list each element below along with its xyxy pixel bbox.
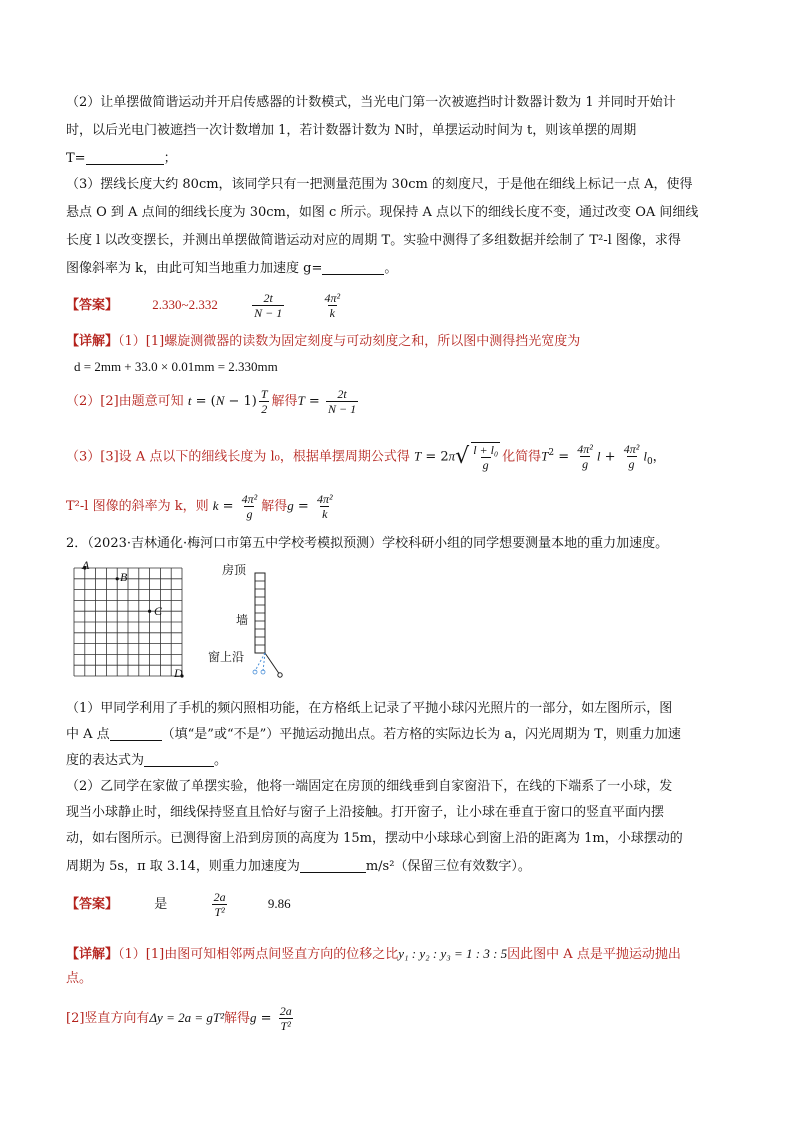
answer-3-fraction: $\frac{\text{4π²}}{k}$ [324,291,341,320]
q2-part1-line3: 度的表达式为 。 [66,753,228,768]
q2-part1-line1: （1）甲同学利用了手机的频闪照相功能，在方格纸上记录了平抛小球闪光照片的一部分，如左图所示，图 [66,701,673,716]
answer-blank-period[interactable] [86,150,164,165]
q1-part3-line3: 长度 l 以改变摆长，并测出单摆做简谐运动对应的周期 T。实验中测得了多组数据并绘制了 T²-l 图像，求得 [66,233,681,248]
q2-header: 2．（2023·吉林通化·梅河口市第五中学校考模拟预测）学校科研小组的同学想要测量本地的重力加速度。 [66,536,669,551]
q1-part3-line4: 图像斜率为 k，由此可知当地重力加速度 g= 。 [66,261,398,276]
grid-label-a: A [82,558,90,572]
q1-part2-line1: （2）让单摆做简谐运动并开启传感器的计数模式，当光电门第一次被遮挡时计数器计数为 1 并同时开始计 [66,95,676,110]
q2-part2-line3: 动，如右图所示。已测得窗上沿到房顶的高度为 15m，摆动中小球球心到窗上沿的距离为 1m，小球摆动的 [66,831,683,846]
figure-label-wall: 墙 [236,613,249,627]
q2-part2-line2: 现当小球静止时，细线保持竖直且恰好与窗子上沿接触。打开窗子，让小球在垂直于窗口的竖直平面内摆 [66,805,665,820]
figure-label-window: 窗上沿 [208,650,245,664]
detail-label: 【详解】 [66,334,119,349]
q2-part1-line2: 中 A 点 （填“是”或“不是”）平抛运动抛出点。若方格的实际边长为 a，闪光周期为 T，则重力加速 [66,727,681,742]
answer-label: 【答案】 [66,897,119,912]
answer-blank-gravity[interactable] [322,260,384,275]
q2-detail-1: 【详解】（1）[1]由图可知相邻两点间竖直方向的位移之比y₁ : y₂ : y₃ = 1 : 3 : 5因此图中 A 点是平抛运动抛出 [66,946,681,962]
pendulum-figure [250,565,295,685]
q2-detail-1-cont: 点。 [66,971,93,986]
answer-blank-g-value[interactable] [300,858,366,873]
q2-part2-line1: （2）乙同学在家做了单摆实验，他将一端固定在房顶的细线垂到自家窗沿下，在线的下端系了一小球，发 [66,779,673,794]
figure-label-roof: 房顶 [222,563,247,577]
point-b [116,577,119,580]
answer-blank-expression[interactable] [144,752,214,767]
q1-detail-1-formula: d = 2mm + 33.0 × 0.01mm = 2.330mm [74,359,278,374]
q1-detail-3: （3）[3]设 A 点以下的细线长度为 l₀，根据单摆周期公式得 T = 2π√ $\frac{\text{l + l₀}}{g}$ 化简得$T^2$ = $\frac{\text{4π²}}{g}$ l + $\frac{\text{4π²}}{g}$ $l_0$， [66,442,666,472]
q1-answer-row [66,288,344,323]
answer-1: 2.330~2.332 [152,297,218,312]
answer-2-fraction: $\frac{2a}{\text{T²}}$ [213,890,226,919]
grid-label-d: D [174,666,183,680]
point-c [148,610,151,613]
pendulum-ball [278,673,282,677]
q2-answer-row [66,886,291,923]
q1-detail-2: （2）[2]由题意可知 t = (N − 1) $\frac{T}{2}$ 解得T = $\frac{2t}{N - 1}$ [66,387,357,416]
answer-label: 【答案】 [66,298,119,313]
grid-label-c: C [154,604,163,618]
answer-1: 是 [154,897,168,912]
pendulum-swing-line [265,653,280,675]
swing-arc-center [263,653,265,671]
q2-part2-line4: 周期为 5s，π 取 3.14，则重力加速度为 m/s²（保留三位有效数字）。 [66,859,531,874]
q1-part2-line3: T= ； [66,151,177,166]
q1-part3-line1: （3）摆线长度大约 80cm，该同学只有一把测量范围为 30cm 的刻度尺，于是他在细线上标记一点 A，使得 [66,177,693,192]
q1-detail-1: 【详解】（1）[1]螺旋测微器的读数为固定刻度与可动刻度之和，所以图中测得挡光宽度为 [66,334,581,349]
q1-detail-4: T²-l 图像的斜率为 k，则 k = $\frac{\text{4π²}}{g}$ 解得g = $\frac{\text{4π²}}{k}$ [66,492,333,521]
detail-label: 【详解】 [66,947,119,962]
q2-detail-2: [2]竖直方向有Δy = 2a = gT²解得g = $\frac{2a}{\text{T²}}$ [66,1004,292,1033]
q1-part2-line2: 时，以后光电门被遮挡一次计数增加 1，若计数器计数为 N时，单摆运动时间为 t，则该单摆的周期 [66,123,637,138]
answer-blank-origin[interactable] [110,726,162,741]
answer-2-fraction: $\frac{2t}{N - 1}$ [254,291,283,320]
answer-3: 9.86 [267,896,291,911]
grid-label-b: B [120,570,128,584]
grid-figure [70,560,185,685]
q1-part3-line2: 悬点 O 到 A 点间的细线长度为 30cm，如图 c 所示。现保持 A 点以下的细线长度不变，通过改变 OA 间细线 [66,205,699,220]
